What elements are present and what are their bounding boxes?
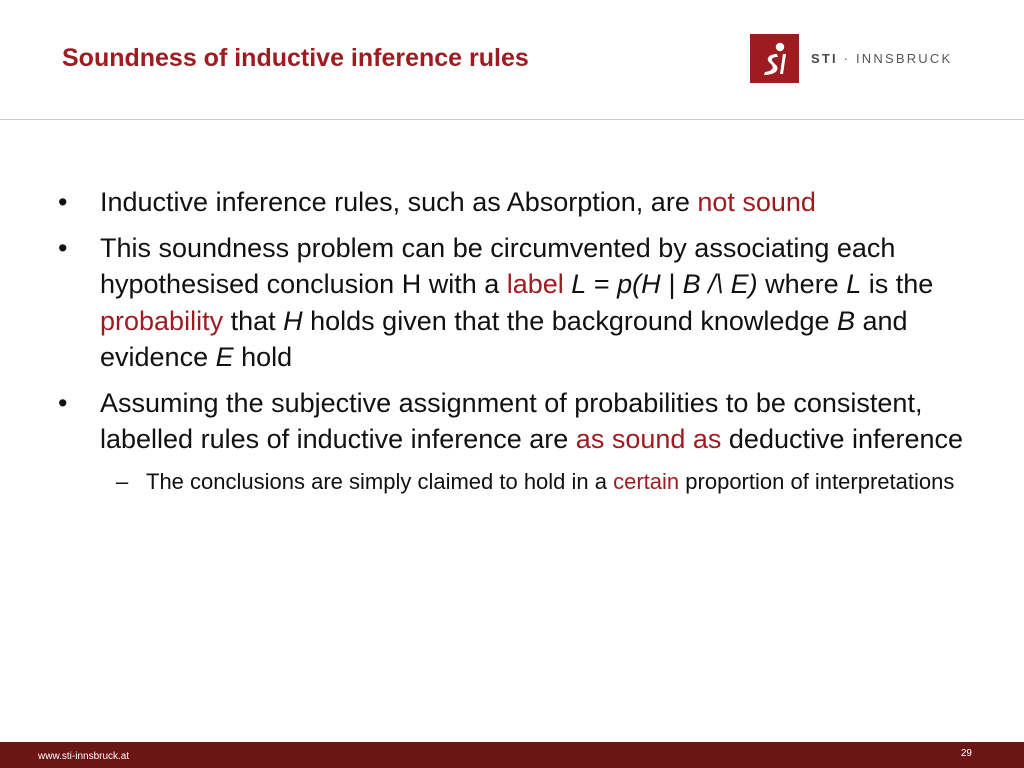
sti-innsbruck-logo bbox=[750, 34, 952, 83]
sti-logo-icon bbox=[750, 34, 799, 83]
sub-bullet-1-highlight: certain bbox=[613, 468, 680, 494]
bullet-2 bbox=[56, 230, 976, 376]
bullet-3-highlight: as sound as bbox=[575, 424, 722, 454]
bullet-1-highlight: not sound bbox=[697, 187, 816, 217]
bullet-2-is-the: is the bbox=[861, 269, 934, 299]
logo-wordmark bbox=[811, 51, 952, 66]
bullet-2-hold: hold bbox=[233, 342, 293, 372]
bullet-3-tail: deductive inference bbox=[721, 424, 964, 454]
footer-url[interactable]: www.sti-innsbruck.at bbox=[38, 751, 130, 762]
bullet-3 bbox=[56, 385, 976, 458]
bullet-2-label-highlight: label bbox=[506, 269, 564, 299]
dash-marker: – bbox=[116, 468, 129, 494]
bullet-2-where: where bbox=[757, 269, 847, 299]
bullet-2-formula: p(H | B /\ E) bbox=[617, 269, 758, 299]
bullet-1 bbox=[56, 184, 976, 221]
sub-bullet-1 bbox=[56, 467, 976, 496]
bullet-3-text: Assuming the subjective assignment of probabilities to be consistent, labelled rules of inductive inference are bbox=[100, 387, 923, 454]
header-divider bbox=[0, 119, 1024, 120]
bullet-marker: • bbox=[58, 187, 68, 217]
sub-bullet-1-tail: proportion of interpretations bbox=[679, 468, 955, 494]
footer-bar bbox=[0, 742, 1024, 768]
logo-brand-bold: STI bbox=[811, 51, 838, 66]
bullet-2-var-e: E bbox=[215, 342, 234, 372]
bullet-2-equals: = bbox=[586, 269, 618, 299]
bullet-2-var-b: B bbox=[837, 305, 856, 336]
bullet-2-holds: holds given that the background knowledge bbox=[302, 305, 837, 336]
bullet-2-and-evidence: and evidence bbox=[100, 305, 908, 372]
bullet-2-that: that bbox=[223, 305, 284, 336]
bullet-2-var-l2: L bbox=[846, 269, 862, 299]
bullet-2-var-l: L bbox=[571, 269, 587, 299]
bullet-2-probability-highlight: probability bbox=[100, 305, 224, 336]
page-number: 29 bbox=[960, 748, 972, 759]
sub-bullet-1-text: The conclusions are simply claimed to hold in a bbox=[146, 468, 614, 494]
bullet-1-text: Inductive inference rules, such as Absorption, are bbox=[100, 187, 698, 217]
bullet-2-var-h: H bbox=[283, 305, 303, 336]
bullet-marker: • bbox=[58, 387, 68, 418]
logo-separator: · bbox=[837, 51, 856, 66]
slide-body bbox=[56, 184, 976, 496]
slide-title: Soundness of inductive inference rules bbox=[62, 44, 529, 72]
bullet-2-text: This soundness problem can be circumvented by associating each hypothesised conclusion H with a bbox=[100, 232, 896, 299]
logo-brand-rest: INNSBRUCK bbox=[855, 51, 953, 66]
bullet-marker: • bbox=[58, 232, 68, 263]
